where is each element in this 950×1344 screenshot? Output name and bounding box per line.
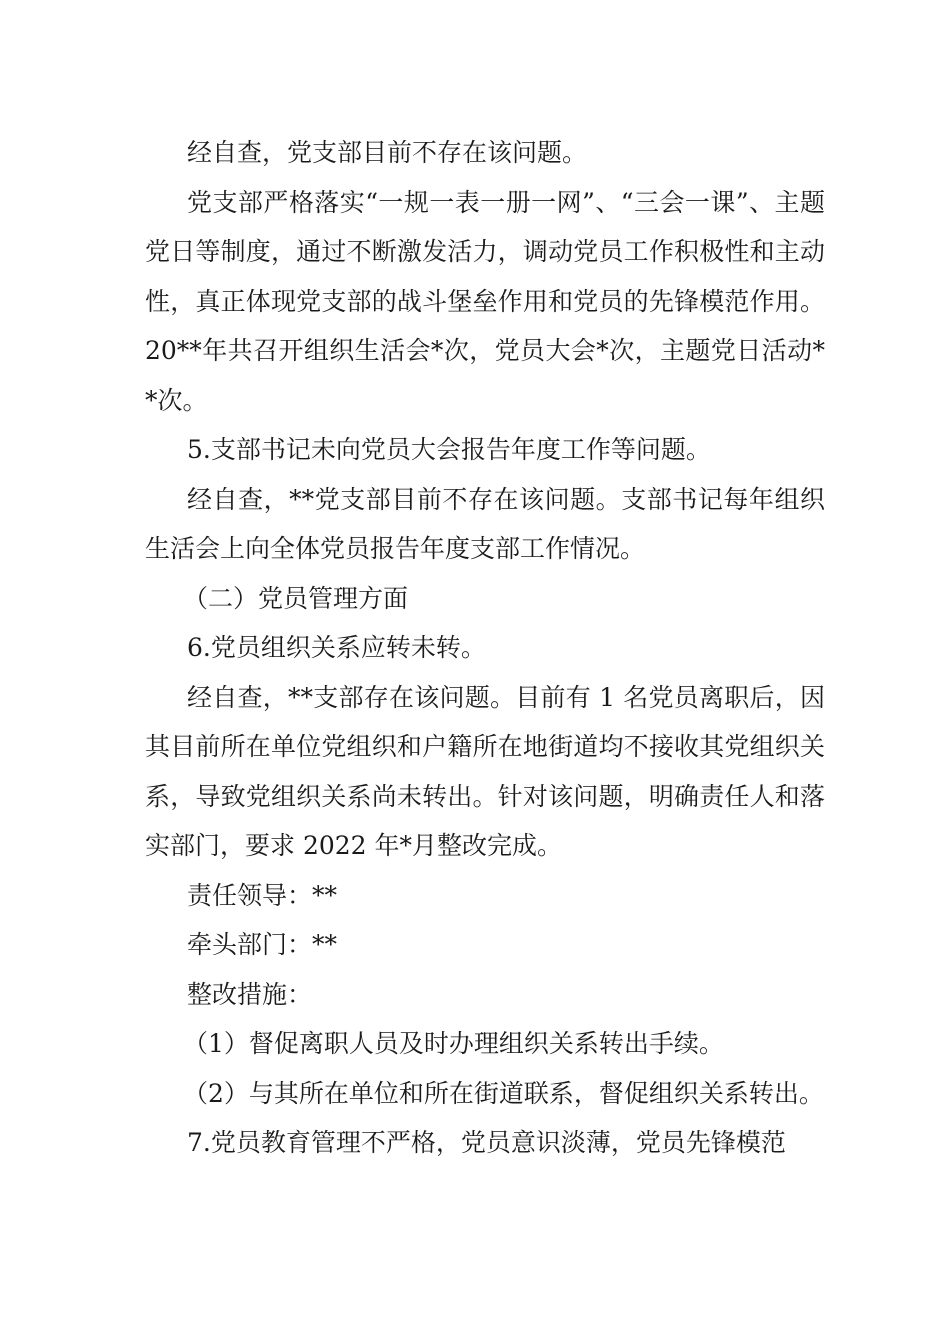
paragraph-item-6-check: 经自查，**支部存在该问题。目前有 1 名党员离职后，因其目前所在单位党组织和户籍所在地街道均不接收其党组织关系，导致党组织关系尚未转出。针对该问题，明确责任人和落实部门，要求 2022 年*月整改完成。 (145, 682, 825, 860)
paragraph-self-check-result: 经自查，党支部目前不存在该问题。 (187, 138, 588, 167)
heading-item-7: 7.党员教育管理不严格，党员意识淡薄，党员先锋模范 (187, 1128, 786, 1157)
measure-1: （1）督促离职人员及时办理组织关系转出手续。 (183, 1029, 724, 1058)
paragraph-implementation: 党支部严格落实“一规一表一册一网”、“三会一课”、主题党日等制度，通过不断激发活力，调动党员工作积极性和主动性，真正体现党支部的战斗堡垒作用和党员的先锋模范作用。20**年共召开组织生活会*次，党员大会*次，主题党日活动**次。 (145, 187, 825, 415)
document-body (145, 128, 825, 1168)
heading-item-5: 5.支部书记未向党员大会报告年度工作等问题。 (187, 435, 711, 464)
section-heading-member-management: （二）党员管理方面 (183, 583, 409, 613)
responsible-leader: 责任领导：** (187, 880, 338, 910)
heading-item-6: 6.党员组织关系应转未转。 (187, 633, 486, 662)
lead-department: 牵头部门：** (187, 930, 338, 959)
measure-2: （2）与其所在单位和所在街道联系，督促组织关系转出。 (183, 1078, 824, 1108)
paragraph-item-5-check: 经自查，**党支部目前不存在该问题。支部书记每年组织生活会上向全体党员报告年度支部工作情况。 (145, 484, 825, 563)
rectification-measures-label: 整改措施： (187, 979, 313, 1009)
